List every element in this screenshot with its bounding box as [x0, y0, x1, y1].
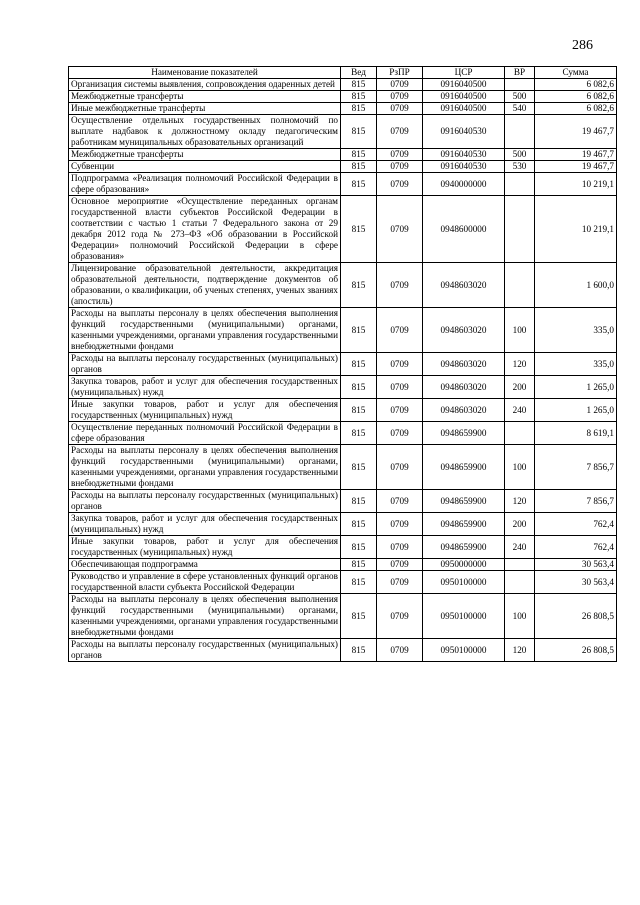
table-row: [69, 161, 617, 173]
row-csr: 0948659900: [423, 513, 505, 536]
row-ved: 815: [341, 594, 377, 639]
row-csr: 0948659900: [423, 422, 505, 445]
row-sum: 10 219,1: [535, 196, 617, 263]
row-name: Расходы на выплаты персоналу в целях обеспечения выполнения функций государственными (муниципальными) органами, казенными учреждениями, органами управления государственными внебюджетными фондами: [69, 308, 341, 353]
row-ved: 815: [341, 513, 377, 536]
row-csr: 0948603020: [423, 308, 505, 353]
table-row: [69, 536, 617, 559]
row-ved: 815: [341, 173, 377, 196]
budget-table: [68, 66, 617, 662]
row-rzpr: 0709: [377, 91, 423, 103]
row-vr: 120: [505, 639, 535, 662]
row-rzpr: 0709: [377, 639, 423, 662]
row-name: Расходы на выплаты персоналу государственных (муниципальных) органов: [69, 490, 341, 513]
row-name: Межбюджетные трансферты: [69, 91, 341, 103]
row-sum: 19 467,7: [535, 149, 617, 161]
row-vr: 540: [505, 103, 535, 115]
row-rzpr: 0709: [377, 263, 423, 308]
table-row: [69, 594, 617, 639]
row-sum: 6 082,6: [535, 79, 617, 91]
row-csr: 0948603020: [423, 263, 505, 308]
row-ved: 815: [341, 353, 377, 376]
page-number: 286: [572, 38, 593, 53]
row-vr: 530: [505, 161, 535, 173]
row-rzpr: 0709: [377, 196, 423, 263]
header-csr: ЦСР: [423, 67, 505, 79]
row-name: Расходы на выплаты персоналу в целях обеспечения выполнения функций государственными (муниципальными) органами, казенными учреждениями, органами управления государственными внебюджетными фондами: [69, 445, 341, 490]
row-sum: 19 467,7: [535, 161, 617, 173]
header-name: Наименование показателей: [69, 67, 341, 79]
row-ved: 815: [341, 91, 377, 103]
row-rzpr: 0709: [377, 353, 423, 376]
row-name: Обеспечивающая подпрограмма: [69, 559, 341, 571]
table-row: [69, 490, 617, 513]
row-ved: 815: [341, 422, 377, 445]
row-sum: 30 563,4: [535, 571, 617, 594]
row-ved: 815: [341, 536, 377, 559]
row-vr: [505, 79, 535, 91]
row-csr: 0948603020: [423, 353, 505, 376]
row-sum: 1 265,0: [535, 399, 617, 422]
row-sum: 30 563,4: [535, 559, 617, 571]
row-sum: 762,4: [535, 513, 617, 536]
row-csr: 0948603020: [423, 376, 505, 399]
row-sum: 335,0: [535, 353, 617, 376]
row-ved: 815: [341, 149, 377, 161]
row-rzpr: 0709: [377, 103, 423, 115]
table-row: [69, 103, 617, 115]
header-vr: ВР: [505, 67, 535, 79]
row-csr: 0916040530: [423, 115, 505, 149]
row-vr: 120: [505, 490, 535, 513]
row-vr: [505, 422, 535, 445]
header-ved: Вед: [341, 67, 377, 79]
row-vr: 100: [505, 445, 535, 490]
row-rzpr: 0709: [377, 445, 423, 490]
row-vr: 240: [505, 536, 535, 559]
row-csr: 0948600000: [423, 196, 505, 263]
row-ved: 815: [341, 196, 377, 263]
table-row: [69, 173, 617, 196]
row-rzpr: 0709: [377, 399, 423, 422]
row-name: Иные закупки товаров, работ и услуг для обеспечения государственных (муниципальных) нужд: [69, 536, 341, 559]
row-csr: 0950100000: [423, 639, 505, 662]
table-row: [69, 399, 617, 422]
row-vr: 120: [505, 353, 535, 376]
row-rzpr: 0709: [377, 161, 423, 173]
row-name: Осуществление отдельных государственных полномочий по выплате надбавок к должностному окладу педагогическим работникам муниципальных образовательных организаций: [69, 115, 341, 149]
table-row: [69, 376, 617, 399]
row-vr: [505, 173, 535, 196]
row-rzpr: 0709: [377, 308, 423, 353]
row-ved: 815: [341, 161, 377, 173]
row-ved: 815: [341, 308, 377, 353]
row-rzpr: 0709: [377, 149, 423, 161]
row-sum: 26 808,5: [535, 594, 617, 639]
row-name: Основное мероприятие «Осуществление переданных органам государственной власти субъектов Российской Федерации в соответствии с частью 1 статьи 7 Федерального закона от 29 декабря 2012 года № 273–ФЗ «Об образовании в Российской Федерации» полномочий Российской Федерации в сфере образования»: [69, 196, 341, 263]
row-sum: 6 082,6: [535, 91, 617, 103]
row-vr: 100: [505, 594, 535, 639]
header-rzpr: РзПР: [377, 67, 423, 79]
row-sum: 1 600,0: [535, 263, 617, 308]
row-sum: 1 265,0: [535, 376, 617, 399]
row-name: Субвенции: [69, 161, 341, 173]
row-rzpr: 0709: [377, 490, 423, 513]
row-name: Расходы на выплаты персоналу в целях обеспечения выполнения функций государственными (муниципальными) органами, казенными учреждениями, органами управления государственными внебюджетными фондами: [69, 594, 341, 639]
row-ved: 815: [341, 376, 377, 399]
header-sum: Сумма: [535, 67, 617, 79]
row-ved: 815: [341, 559, 377, 571]
row-csr: 0948603020: [423, 399, 505, 422]
row-name: Межбюджетные трансферты: [69, 149, 341, 161]
row-vr: [505, 559, 535, 571]
row-sum: 7 856,7: [535, 490, 617, 513]
row-sum: 7 856,7: [535, 445, 617, 490]
row-ved: 815: [341, 103, 377, 115]
row-csr: 0916040530: [423, 149, 505, 161]
row-name: Подпрограмма «Реализация полномочий Российской Федерации в сфере образования»: [69, 173, 341, 196]
row-csr: 0950100000: [423, 594, 505, 639]
row-ved: 815: [341, 490, 377, 513]
table-row: [69, 559, 617, 571]
row-csr: 0916040500: [423, 79, 505, 91]
row-csr: 0916040500: [423, 103, 505, 115]
table-row: [69, 149, 617, 161]
row-rzpr: 0709: [377, 115, 423, 149]
row-vr: [505, 196, 535, 263]
table-row: [69, 639, 617, 662]
table-row: [69, 91, 617, 103]
row-sum: 762,4: [535, 536, 617, 559]
table-row: [69, 513, 617, 536]
row-name: Иные межбюджетные трансферты: [69, 103, 341, 115]
row-csr: 0950000000: [423, 559, 505, 571]
row-ved: 815: [341, 263, 377, 308]
row-vr: 500: [505, 149, 535, 161]
row-name: Иные закупки товаров, работ и услуг для обеспечения государственных (муниципальных) нужд: [69, 399, 341, 422]
row-vr: 240: [505, 399, 535, 422]
table-row: [69, 422, 617, 445]
row-vr: [505, 571, 535, 594]
table-row: [69, 115, 617, 149]
row-sum: 19 467,7: [535, 115, 617, 149]
row-rzpr: 0709: [377, 571, 423, 594]
row-csr: 0948659900: [423, 445, 505, 490]
row-ved: 815: [341, 639, 377, 662]
table-row: [69, 445, 617, 490]
row-ved: 815: [341, 571, 377, 594]
row-ved: 815: [341, 445, 377, 490]
table-row: [69, 571, 617, 594]
row-name: Организация системы выявления, сопровождения одаренных детей: [69, 79, 341, 91]
row-name: Расходы на выплаты персоналу государственных (муниципальных) органов: [69, 353, 341, 376]
row-ved: 815: [341, 115, 377, 149]
table-row: [69, 353, 617, 376]
row-vr: [505, 115, 535, 149]
row-name: Закупка товаров, работ и услуг для обеспечения государственных (муниципальных) нужд: [69, 513, 341, 536]
row-name: Лицензирование образовательной деятельности, аккредитация образовательной деятельности, подтверждение документов об образовании, о квалификации, об ученых степенях, ученых званиях (апостиль): [69, 263, 341, 308]
row-rzpr: 0709: [377, 79, 423, 91]
row-csr: 0940000000: [423, 173, 505, 196]
row-csr: 0916040530: [423, 161, 505, 173]
row-vr: 500: [505, 91, 535, 103]
row-name: Руководство и управление в сфере установленных функций органов государственной власти субъекта Российской Федерации: [69, 571, 341, 594]
row-csr: 0950100000: [423, 571, 505, 594]
row-name: Осуществление переданных полномочий Российской Федерации в сфере образования: [69, 422, 341, 445]
table-header-row: [69, 67, 617, 79]
row-vr: 100: [505, 308, 535, 353]
row-rzpr: 0709: [377, 594, 423, 639]
row-csr: 0916040500: [423, 91, 505, 103]
table-row: [69, 263, 617, 308]
row-sum: 335,0: [535, 308, 617, 353]
row-name: Расходы на выплаты персоналу государственных (муниципальных) органов: [69, 639, 341, 662]
row-csr: 0948659900: [423, 536, 505, 559]
row-rzpr: 0709: [377, 536, 423, 559]
row-rzpr: 0709: [377, 173, 423, 196]
row-rzpr: 0709: [377, 559, 423, 571]
row-rzpr: 0709: [377, 376, 423, 399]
row-rzpr: 0709: [377, 422, 423, 445]
row-vr: 200: [505, 376, 535, 399]
row-name: Закупка товаров, работ и услуг для обеспечения государственных (муниципальных) нужд: [69, 376, 341, 399]
row-ved: 815: [341, 399, 377, 422]
row-csr: 0948659900: [423, 490, 505, 513]
row-sum: 8 619,1: [535, 422, 617, 445]
row-rzpr: 0709: [377, 513, 423, 536]
row-vr: [505, 263, 535, 308]
row-sum: 26 808,5: [535, 639, 617, 662]
table-row: [69, 196, 617, 263]
table-row: [69, 308, 617, 353]
row-sum: 6 082,6: [535, 103, 617, 115]
row-sum: 10 219,1: [535, 173, 617, 196]
row-ved: 815: [341, 79, 377, 91]
row-vr: 200: [505, 513, 535, 536]
table-row: [69, 79, 617, 91]
